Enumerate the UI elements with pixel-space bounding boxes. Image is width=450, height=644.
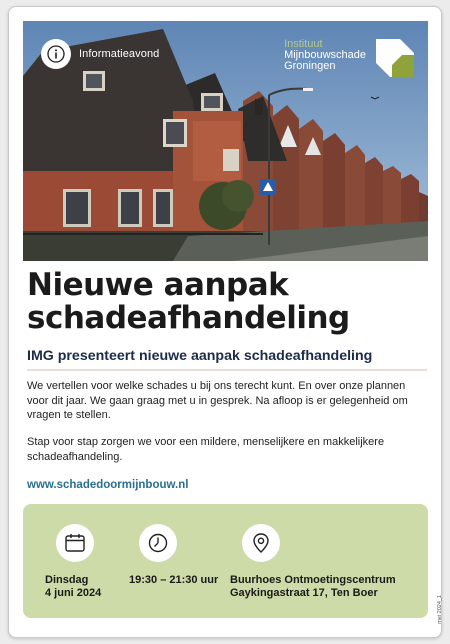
logo-line-3: Groningen — [284, 60, 336, 72]
event-details-panel — [23, 504, 428, 618]
event-date-full: 4 juni 2024 — [45, 587, 102, 599]
event-date — [45, 574, 101, 600]
event-time: 19:30 – 21:30 uur — [129, 574, 219, 586]
location-pin-icon — [242, 524, 280, 562]
intro-paragraph: We vertellen voor welke schades u bij ons terecht kunt. En over onze plannen voor dit jaar. We gaan graag met u in gesprek. Na afloop is er gelegenheid om vragen te stellen. — [27, 380, 408, 421]
clock-icon — [139, 524, 177, 562]
flyer-page — [8, 6, 442, 638]
website-link[interactable]: www.schadedoormijnbouw.nl — [27, 479, 189, 491]
event-location-address: Gaykingastraat 17, Ten Boer — [230, 587, 378, 599]
logo-line-2: Mijnbouwschade — [284, 49, 366, 61]
info-icon — [41, 39, 71, 69]
badge-label: Informatieavond — [79, 48, 160, 60]
approach-paragraph: Stap voor stap zorgen we voor een mildere, menselijkere en makkelijkere schadeafhandeling. — [27, 436, 385, 463]
logo-text — [284, 39, 366, 72]
title-line-1: Nieuwe aanpak — [27, 267, 289, 303]
hero-photo — [23, 21, 428, 261]
title-line-2: schadeafhandeling — [27, 300, 350, 336]
subtitle: IMG presenteert nieuwe aanpak schadeafhandeling — [27, 348, 427, 371]
event-location — [230, 574, 396, 600]
img-logo — [284, 39, 414, 77]
print-code: mei 2024_1 — [437, 595, 443, 624]
logo-line-1: Instituut — [284, 38, 323, 50]
page-title — [27, 269, 427, 335]
calendar-icon — [56, 524, 94, 562]
logo-mark-icon — [376, 39, 414, 77]
event-date-day: Dinsdag — [45, 574, 89, 586]
event-location-venue: Buurhoes Ontmoetingscentrum — [230, 574, 396, 586]
info-badge — [41, 39, 159, 69]
